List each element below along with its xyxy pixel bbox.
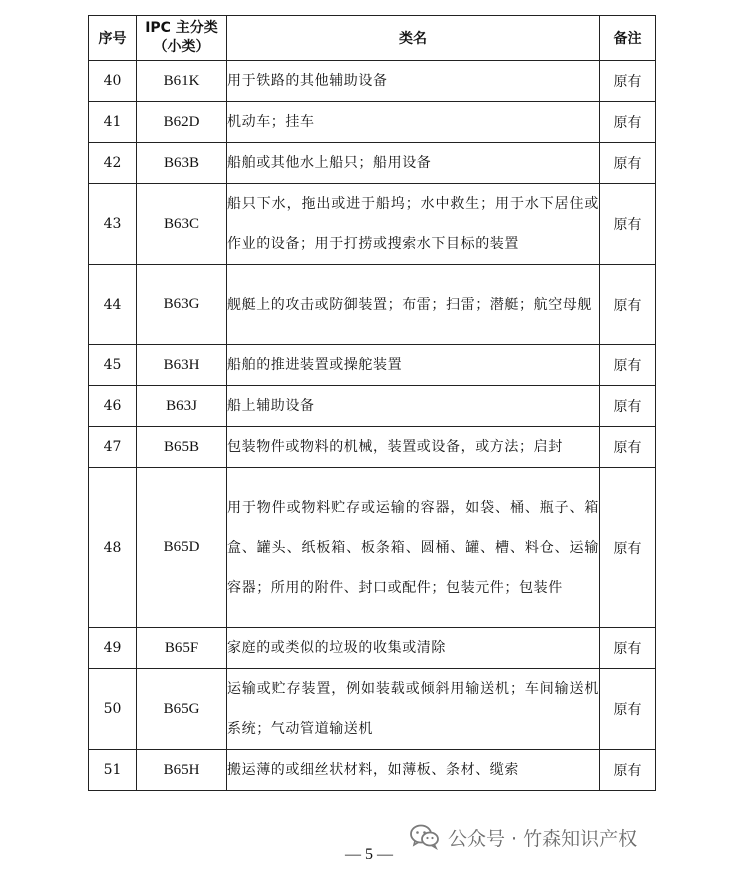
- table-row: [89, 628, 656, 669]
- row-class-name: 家庭的或类似的垃圾的收集或清除: [227, 628, 600, 669]
- row-note: 原有: [600, 265, 656, 345]
- table-row: [89, 750, 656, 791]
- row-ipc-code: B65H: [137, 750, 227, 791]
- row-index: 42: [89, 143, 137, 184]
- row-index: 40: [89, 61, 137, 102]
- row-class-name: 船舶的推进装置或操舵装置: [227, 345, 600, 386]
- row-ipc-code: B63G: [137, 265, 227, 345]
- row-class-name: 包装物件或物料的机械，装置或设备，或方法；启封: [227, 427, 600, 468]
- row-class-name: 搬运薄的或细丝状材料，如薄板、条材、缆索: [227, 750, 600, 791]
- row-index: 45: [89, 345, 137, 386]
- row-ipc-code: B63B: [137, 143, 227, 184]
- row-index: 43: [89, 184, 137, 265]
- row-index: 51: [89, 750, 137, 791]
- row-class-name: 船舶或其他水上船只；船用设备: [227, 143, 600, 184]
- header-index: 序号: [89, 16, 137, 61]
- row-ipc-code: B61K: [137, 61, 227, 102]
- row-ipc-code: B63J: [137, 386, 227, 427]
- row-note: 原有: [600, 468, 656, 628]
- row-class-name: 用于铁路的其他辅助设备: [227, 61, 600, 102]
- row-note: 原有: [600, 386, 656, 427]
- table-row: [89, 386, 656, 427]
- row-note: 原有: [600, 669, 656, 750]
- row-class-name: 用于物件或物料贮存或运输的容器，如袋、桶、瓶子、箱盒、罐头、纸板箱、板条箱、圆桶、罐、槽、料仓、运输容器；所用的附件、封口或配件；包装元件；包装件: [227, 468, 600, 628]
- row-ipc-code: B63H: [137, 345, 227, 386]
- row-index: 46: [89, 386, 137, 427]
- row-ipc-code: B63C: [137, 184, 227, 265]
- row-note: 原有: [600, 102, 656, 143]
- row-index: 41: [89, 102, 137, 143]
- row-index: 47: [89, 427, 137, 468]
- table-row: [89, 143, 656, 184]
- row-note: 原有: [600, 184, 656, 265]
- table-row: [89, 468, 656, 628]
- row-index: 50: [89, 669, 137, 750]
- row-note: 原有: [600, 345, 656, 386]
- header-note: 备注: [600, 16, 656, 61]
- row-note: 原有: [600, 628, 656, 669]
- header-class-name: 类名: [227, 16, 600, 61]
- row-class-name: 运输或贮存装置，例如装载或倾斜用输送机；车间输送机系统；气动管道输送机: [227, 669, 600, 750]
- header-ipc-code-line2: （小类）: [153, 39, 210, 55]
- table-row: [89, 61, 656, 102]
- page-number: — 5 —: [345, 846, 393, 863]
- watermark-text: 公众号 · 竹森知识产权: [448, 827, 638, 850]
- row-index: 48: [89, 468, 137, 628]
- row-ipc-code: B65G: [137, 669, 227, 750]
- table-row: [89, 345, 656, 386]
- table-row: [89, 102, 656, 143]
- table-row: [89, 184, 656, 265]
- row-ipc-code: B65B: [137, 427, 227, 468]
- table-row: [89, 265, 656, 345]
- row-note: 原有: [600, 750, 656, 791]
- header-ipc-code-line1: IPC 主分类: [145, 20, 218, 36]
- row-class-name: 船上辅助设备: [227, 386, 600, 427]
- row-note: 原有: [600, 143, 656, 184]
- row-class-name: 船只下水，拖出或进于船坞；水中救生；用于水下居住或作业的设备；用于打捞或搜索水下目标的装置: [227, 184, 600, 265]
- row-index: 49: [89, 628, 137, 669]
- row-ipc-code: B65D: [137, 468, 227, 628]
- row-ipc-code: B65F: [137, 628, 227, 669]
- header-ipc-code: [137, 16, 227, 61]
- table-header-row: [89, 16, 656, 61]
- table-row: [89, 427, 656, 468]
- row-note: 原有: [600, 427, 656, 468]
- row-ipc-code: B62D: [137, 102, 227, 143]
- row-class-name: 机动车；挂车: [227, 102, 600, 143]
- row-index: 44: [89, 265, 137, 345]
- row-class-name: 舰艇上的攻击或防御装置；布雷；扫雷；潜艇；航空母舰: [227, 265, 600, 345]
- ipc-classification-table: [88, 15, 656, 791]
- table-row: [89, 669, 656, 750]
- row-note: 原有: [600, 61, 656, 102]
